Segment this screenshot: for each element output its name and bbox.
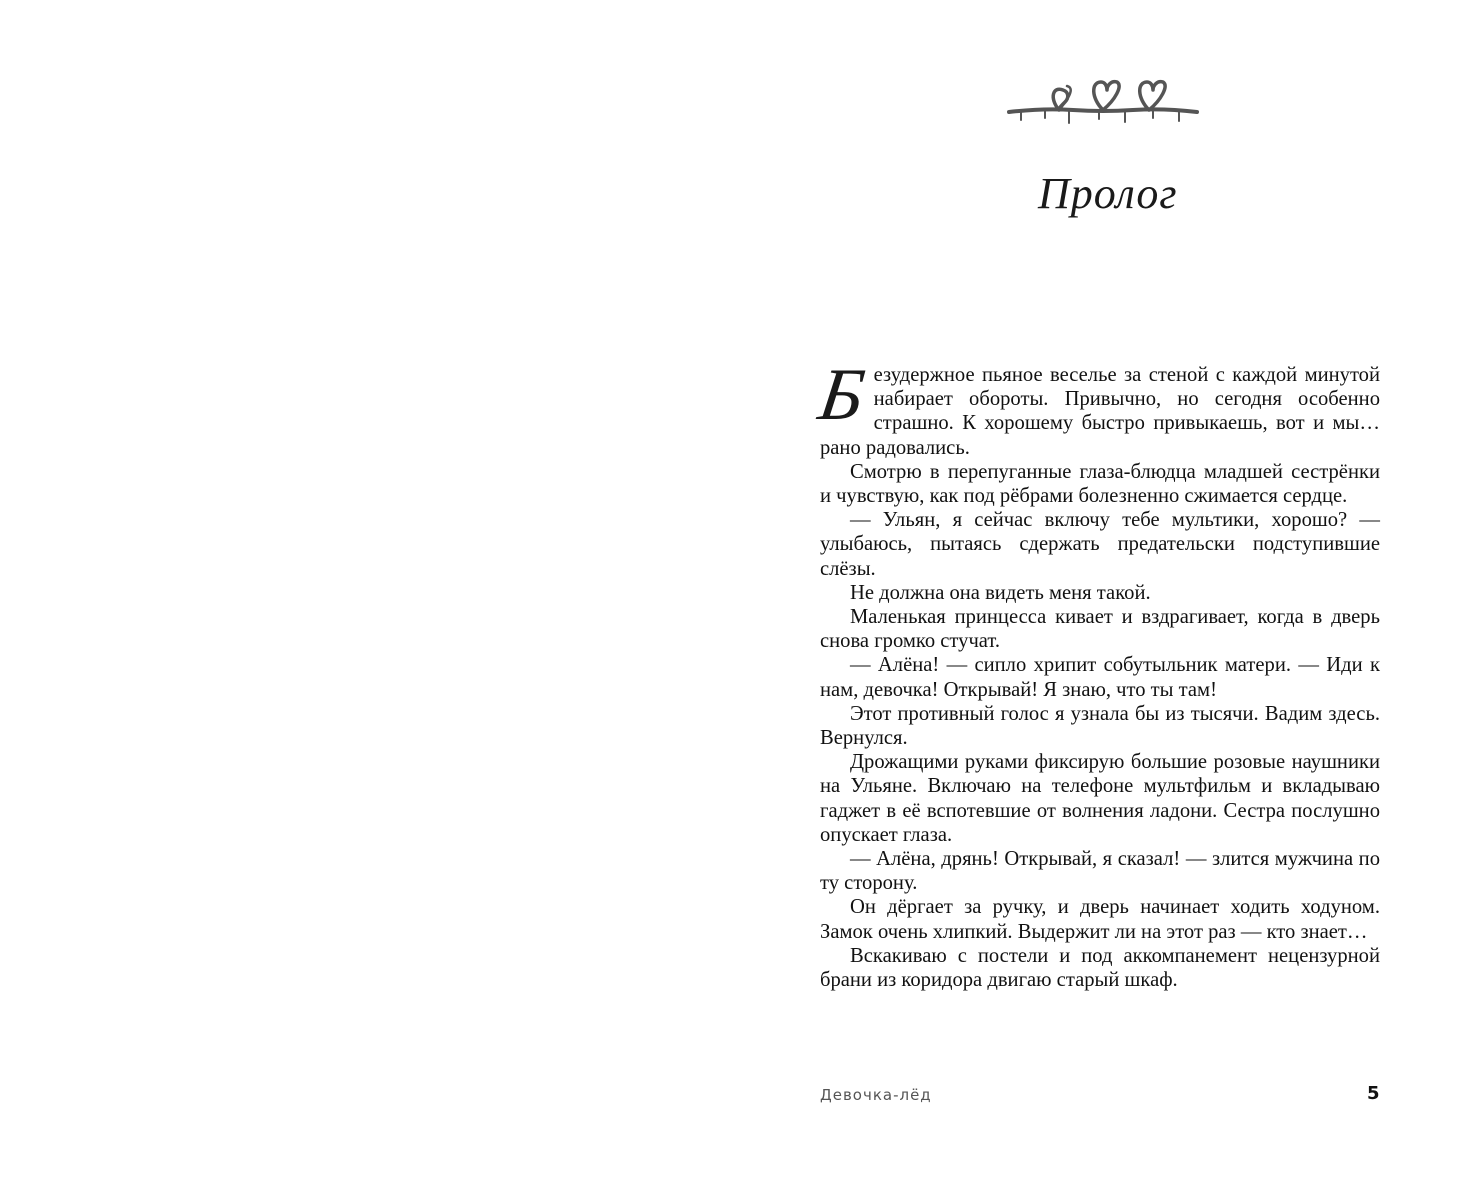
- paragraph: — Ульян, я сейчас включу тебе мультики, хорошо? — улыбаюсь, пытаясь сдержать предательски подступившие слёзы.: [820, 509, 1380, 580]
- paragraph: Смотрю в перепуганные глаза-блюдца младшей сестрёнки и чувствую, как под рёбрами болезненно сжимается сердце.: [820, 460, 1380, 508]
- paragraph: — Алёна, дрянь! Открывай, я сказал! — злится мужчина по ту сторону.: [820, 848, 1380, 895]
- hearts-vine-ornament-icon: [1003, 68, 1203, 128]
- page-number: 5: [1367, 1083, 1380, 1104]
- paragraph: [814, 354, 1380, 460]
- chapter-title: Пролог: [1038, 169, 1178, 218]
- chapter-text: [814, 354, 1380, 992]
- paragraph: Этот противный голос я узнала бы из тысячи. Вадим здесь. Вернулся.: [820, 702, 1380, 750]
- paragraph: Дрожащими руками фиксирую большие розовые наушники на Ульяне. Включаю на телефоне мультфильм и вкладываю гаджет в её вспотевшие от волнения ладони. Сестра послушно опускает глаза.: [820, 751, 1380, 846]
- paragraph-text: езудержное пьяное веселье за стеной с каждой минутой набирает обороты. Привычно, но сегодня особенно страшно. К хорошему быстро привыкаешь, вот и мы… рано радовались.: [820, 364, 1380, 459]
- paragraph: Вскакиваю с постели и под аккомпанемент нецензурной брани из коридора двигаю старый шкаф.: [820, 944, 1380, 992]
- paragraph: Не должна она видеть меня такой.: [850, 581, 1151, 604]
- paragraph: Он дёргает за ручку, и дверь начинает ходить ходуном. Замок очень хлипкий. Выдержит ли на этот раз — кто знает…: [820, 896, 1380, 943]
- running-footer-book-title: Девочка-лёд: [820, 1086, 932, 1104]
- right-page: [738, 0, 1476, 1181]
- paragraph: — Алёна! — сипло хрипит собутыльник матери. — Иди к нам, девочка! Открывай! Я знаю, что ты там!: [820, 654, 1380, 701]
- drop-cap: Б: [814, 354, 870, 436]
- paragraph: Маленькая принцесса кивает и вздрагивает, когда в дверь снова громко стучат.: [820, 606, 1380, 653]
